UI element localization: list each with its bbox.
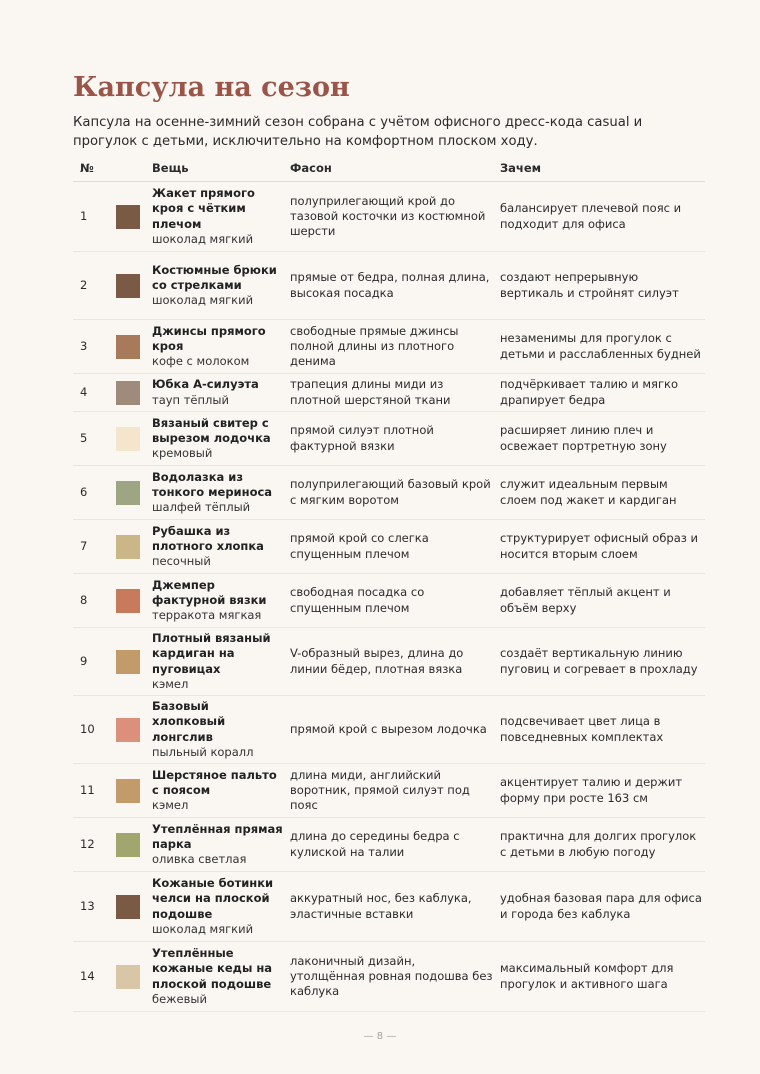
item-name: Костюмные брюки со стрелками [152,262,277,292]
color-swatch [116,205,140,229]
purpose-cell: подчёркивает талию и мягко драпирует бедра [493,374,705,412]
purpose-cell: расширяет линию плеч и освежает портретную зону [493,412,705,466]
fit-cell: прямые от бедра, полная длина, высокая посадка [283,252,493,320]
item-name: Вязаный свитер с вырезом лодочка [152,415,271,445]
color-swatch-cell [109,818,145,872]
purpose-cell: акцентирует талию и держит форму при росте 163 см [493,764,705,818]
table-row [73,466,705,520]
item-cell [145,696,283,764]
color-swatch [116,779,140,803]
purpose-cell: практична для долгих прогулок с детьми в любую погоду [493,818,705,872]
row-number: 11 [73,764,109,818]
fit-cell: прямой крой с вырезом лодочка [283,696,493,764]
item-name: Жакет прямого кроя с чётким плечом [152,186,255,231]
item-name: Шерстяное пальто с поясом [152,767,277,797]
table-row [73,696,705,764]
item-cell [145,942,283,1012]
row-number: 4 [73,374,109,412]
row-number: 5 [73,412,109,466]
item-name: Джемпер фактурной вязки [152,577,267,607]
color-swatch [116,895,140,919]
color-swatch [116,589,140,613]
item-cell [145,520,283,574]
item-name: Рубашка из плотного хлопка [152,523,264,553]
row-number: 13 [73,872,109,942]
table-row [73,764,705,818]
fit-cell: прямой силуэт плотной фактурной вязки [283,412,493,466]
item-color: песочный [152,554,211,569]
purpose-cell: служит идеальным первым слоем под жакет и кардиган [493,466,705,520]
item-color: терракота мягкая [152,608,262,623]
table-header-row [73,154,705,182]
item-color: шоколад мягкий [152,231,254,246]
item-cell [145,764,283,818]
item-cell [145,872,283,942]
fit-cell: свободные прямые джинсы полной длины из плотного денима [283,320,493,374]
item-name: Кожаные ботинки челси на плоской подошве [152,876,274,921]
item-color: тауп тёплый [152,392,229,407]
color-swatch-cell [109,466,145,520]
purpose-cell: балансирует плечевой пояс и подходит для офиса [493,182,705,252]
table-row [73,374,705,412]
page-title: Капсула на сезон [73,72,350,103]
color-swatch [116,481,140,505]
color-swatch-cell [109,320,145,374]
purpose-cell: удобная базовая пара для офиса и города без каблука [493,872,705,942]
color-swatch-cell [109,942,145,1012]
item-color: кофе с молоком [152,354,250,369]
row-number: 6 [73,466,109,520]
color-swatch [116,381,140,405]
item-color: шоколад мягкий [152,921,254,936]
row-number: 3 [73,320,109,374]
table-row [73,574,705,628]
color-swatch [116,833,140,857]
fit-cell: V-образный вырез, длина до линии бёдер, плотная вязка [283,628,493,696]
color-swatch-cell [109,696,145,764]
purpose-cell: максимальный комфорт для прогулок и активного шага [493,942,705,1012]
fit-cell: свободная посадка со спущенным плечом [283,574,493,628]
item-cell [145,252,283,320]
item-color: бежевый [152,991,207,1006]
color-swatch [116,718,140,742]
fit-cell: полуприлегающий крой до тазовой косточки из костюмной шерсти [283,182,493,252]
header-swatch [109,154,145,182]
table-row [73,942,705,1012]
color-swatch-cell [109,574,145,628]
row-number: 12 [73,818,109,872]
header-why: Зачем [493,154,705,182]
purpose-cell: незаменимы для прогулок с детьми и расслабленных будней [493,320,705,374]
item-cell [145,818,283,872]
color-swatch [116,965,140,989]
row-number: 10 [73,696,109,764]
row-number: 14 [73,942,109,1012]
item-color: пыльный коралл [152,744,254,759]
color-swatch-cell [109,412,145,466]
item-name: Водолазка из тонкого мериноса [152,469,273,499]
item-color: кремовый [152,446,213,461]
fit-cell: полуприлегающий базовый крой с мягким воротом [283,466,493,520]
item-name: Юбка А-силуэта [152,377,259,392]
table-row [73,412,705,466]
table-row [73,252,705,320]
item-cell [145,412,283,466]
item-cell [145,320,283,374]
item-cell [145,574,283,628]
table-row [73,320,705,374]
table-row [73,520,705,574]
item-cell [145,628,283,696]
row-number: 8 [73,574,109,628]
color-swatch-cell [109,628,145,696]
color-swatch [116,335,140,359]
color-swatch-cell [109,374,145,412]
color-swatch-cell [109,764,145,818]
purpose-cell: создаёт вертикальную линию пуговиц и согревает в прохладу [493,628,705,696]
color-swatch-cell [109,252,145,320]
fit-cell: длина миди, английский воротник, прямой силуэт под пояс [283,764,493,818]
row-number: 9 [73,628,109,696]
color-swatch [116,427,140,451]
item-cell [145,182,283,252]
color-swatch-cell [109,182,145,252]
item-name: Утеплённая прямая парка [152,821,283,851]
item-cell [145,466,283,520]
item-name: Плотный вязаный кардиган на пуговицах [152,631,271,676]
item-color: оливка светлая [152,852,247,867]
header-fit: Фасон [283,154,493,182]
color-swatch [116,650,140,674]
row-number: 2 [73,252,109,320]
item-name: Базовый хлопковый лонгслив [152,699,226,744]
purpose-cell: структурирует офисный образ и носится вторым слоем [493,520,705,574]
header-item: Вещь [145,154,283,182]
table-row [73,628,705,696]
page-number: — 8 — [363,1031,397,1042]
item-color: кэмел [152,798,189,813]
purpose-cell: подсвечивает цвет лица в повседневных комплектах [493,696,705,764]
item-name: Утеплённые кожаные кеды на плоской подошве [152,946,273,991]
table-row [73,872,705,942]
item-color: шалфей тёплый [152,500,251,515]
header-num: № [73,154,109,182]
fit-cell: длина до середины бедра с кулиской на талии [283,818,493,872]
purpose-cell: создают непрерывную вертикаль и стройнят силуэт [493,252,705,320]
color-swatch [116,535,140,559]
intro-text: Капсула на осенне-зимний сезон собрана с учётом офисного дресс-кода casual и прогулок с детьми, исключительно на комфортном плоском ходу. [73,115,643,149]
item-cell [145,374,283,412]
fit-cell: аккуратный нос, без каблука, эластичные вставки [283,872,493,942]
fit-cell: трапеция длины миди из плотной шерстяной ткани [283,374,493,412]
table-row [73,818,705,872]
item-name: Джинсы прямого кроя [152,323,266,353]
fit-cell: прямой крой со слегка спущенным плечом [283,520,493,574]
color-swatch-cell [109,520,145,574]
table-row [73,182,705,252]
row-number: 1 [73,182,109,252]
purpose-cell: добавляет тёплый акцент и объём верху [493,574,705,628]
row-number: 7 [73,520,109,574]
item-color: шоколад мягкий [152,293,254,308]
color-swatch-cell [109,872,145,942]
item-color: кэмел [152,676,189,691]
capsule-table [73,154,705,1012]
color-swatch [116,274,140,298]
fit-cell: лаконичный дизайн, утолщённая ровная подошва без каблука [283,942,493,1012]
